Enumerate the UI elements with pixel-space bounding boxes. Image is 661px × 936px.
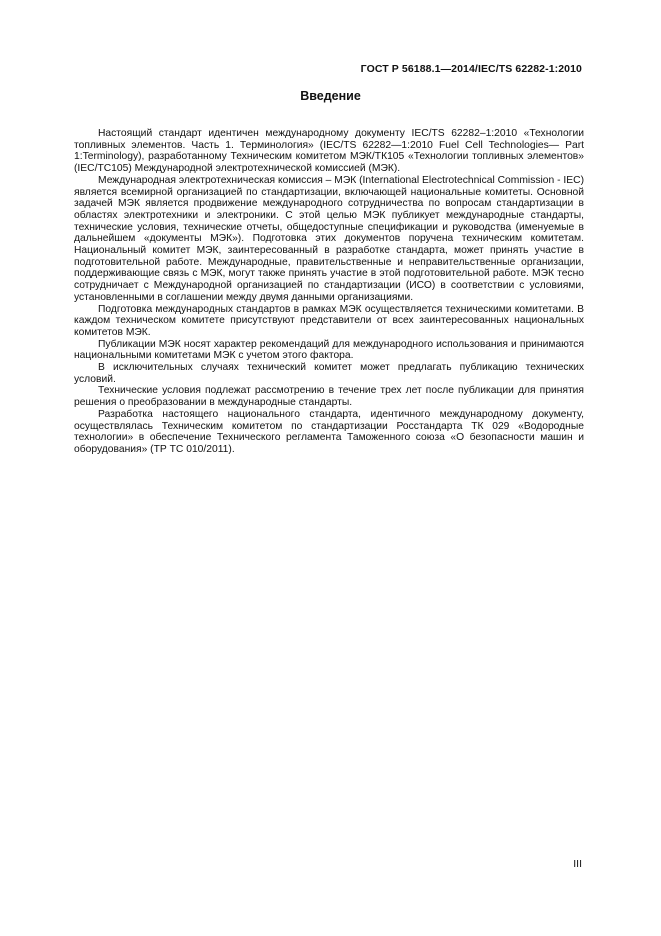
paragraph-exceptional-cases: В исключительных случаях технический комитет может предлагать публикацию технических условий. (74, 362, 584, 385)
paragraph-standard-identity: Настоящий стандарт идентичен международному документу IEC/TS 62282–1:2010 «Технологии топливных элементов. Часть 1. Терминология» (IEC/TS 62282—1:2010 Fuel Cell Technologies— Part 1:Terminology), разработанному Техническим комитетом МЭК/ТК105 «Технологии топливных элементов» (IEC/TC105) Международной электротехнической комиссией (МЭК). (74, 128, 584, 175)
page-number: III (573, 858, 582, 870)
document-header: ГОСТ Р 56188.1—2014/IEC/TS 62282-1:2010 (360, 63, 582, 75)
paragraph-development: Разработка настоящего национального стандарта, идентичного международному документу, осуществлялась Техническим комитетом по стандартизации Росстандарта ТК 029 «Водородные технологии» в обеспечение Технического регламента Таможенного союза «О безопасности машин и оборудования» (ТР ТС 010/2011). (74, 408, 584, 455)
introduction-body (74, 128, 584, 456)
section-title: Введение (300, 89, 361, 103)
paragraph-publications: Публикации МЭК носят характер рекомендаций для международного использования и принимаются национальными комитетами МЭК с учетом этого фактора. (74, 338, 584, 362)
paragraph-iec-description: Международная электротехническая комиссия – МЭК (International Electrotechnical Commission - IEC) является всемирной организацией по стандартизации, включающей национальные комитеты. Основной задачей МЭК является продвижение международного сотрудничества по вопросам стандартизации в областях электротехники и электроники. С этой целью МЭК публикует международные стандарты, технические условия, технические отчеты, общедоступные спецификации и руководства (именуемые в дальнейшем «документы МЭК»). Подготовка этих документов поручена техническим комитетам. Национальный комитет МЭК, заинтересованный в разработке стандарта, может принять участие в подготовительной работе. Международные, правительственные и неправительственные организации, поддерживающие связь с МЭК, могут также принять участие в этой подготовительной работе. МЭК тесно сотрудничает с Международной организацией по стандартизации (ИСО) в соответствии с условиями, установленными в соглашении между двумя данными организациями. (74, 174, 584, 303)
paragraph-review-period: Технические условия подлежат рассмотрению в течение трех лет после публикации для принятия решения о преобразовании в международные стандарты. (74, 385, 584, 409)
paragraph-technical-committees: Подготовка международных стандартов в рамках МЭК осуществляется техническими комитетами. В каждом техническом комитете присутствуют представители от всех заинтересованных национальных комитетов МЭК. (74, 303, 584, 338)
